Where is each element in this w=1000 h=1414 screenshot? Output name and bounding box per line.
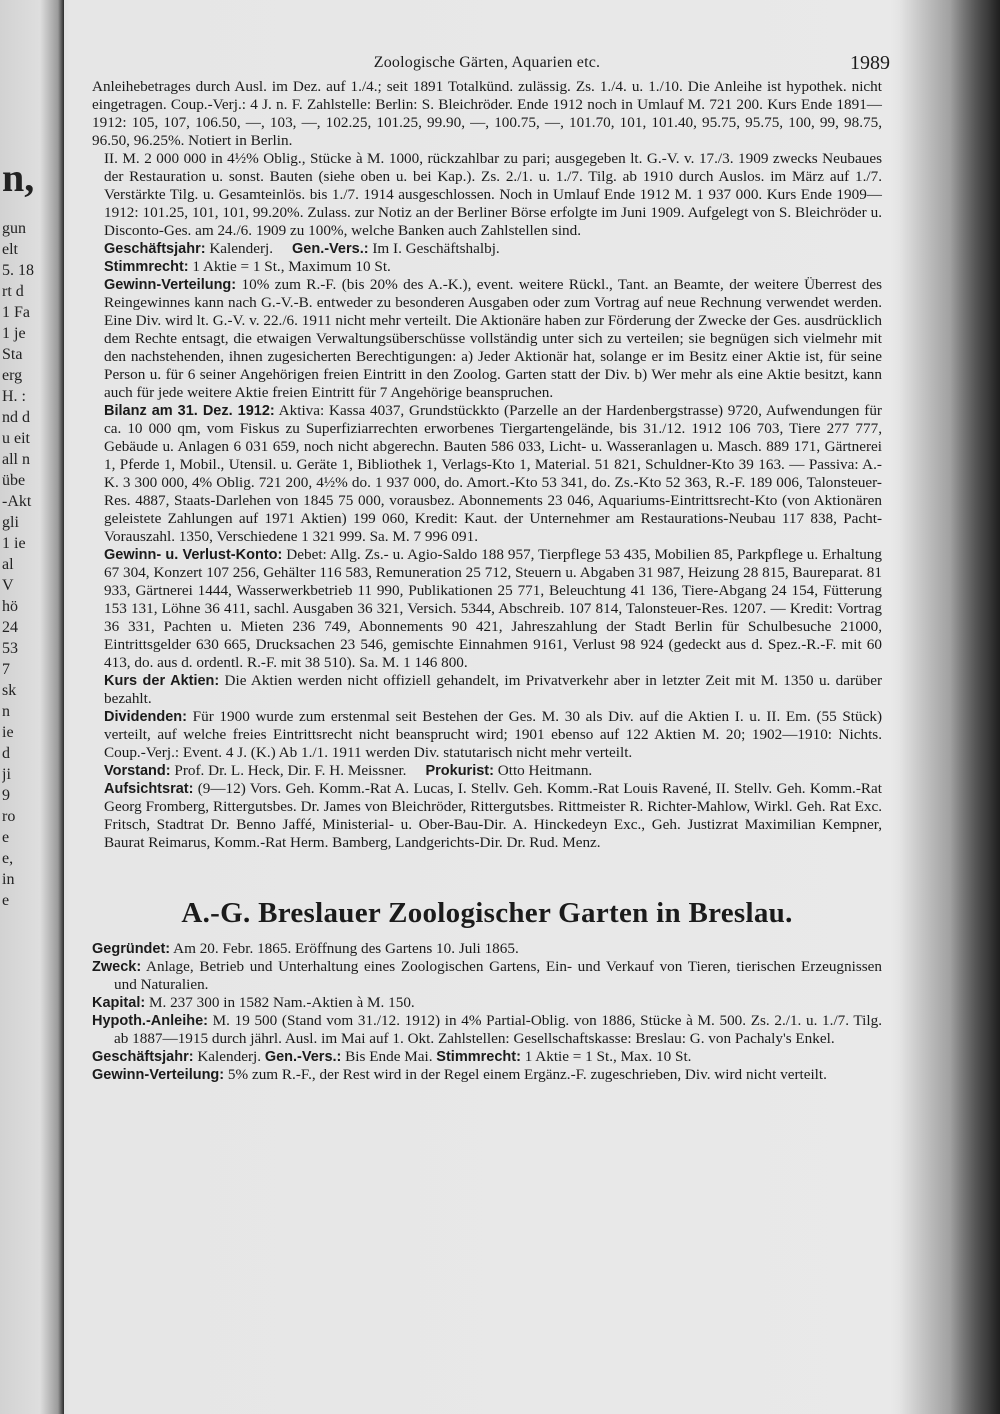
section-bilanz bbox=[92, 402, 882, 546]
section-text: 10% zum R.-F. (bis 20% des A.-K.), event. weitere Rückl., Tant. an Beamte, der weitere Überrest des Reingewinnes kann nach G.-V.-B. entweder zu besonderen Ausgaben oder zum Vortrag auf neue Rechnung verwendet werden. Eine Div. wird lt. G.-V. v. 22./6. 1911 nicht mehr verteilt. Die Aktionäre haben zur Förderung der Zwecke der Ges. ausdrücklich dem Rechte entsagt, die etwaigen Verwaltungsüberschüsse vollständig unter sich zu verteilen; sie begnügen sich vielmehr mit den nachstehenden, ihnen zugesicherten Berechtigungen: a) Jeder Aktionär hat, solange er im Besitz einer Aktie ist, für seine Person u. für 6 seiner Angehörigen freien Eintritt in den Zoolog. Garten statt der Div. b) Wer mehr als eine Aktie besitzt, kann auch für jede weitere Aktie freien Eintritt für 7 Angehörige beanspruchen. bbox=[104, 276, 883, 401]
margin-fragment: elt bbox=[2, 241, 18, 258]
entry-label: Stimmrecht: bbox=[436, 1049, 521, 1065]
margin-fragment: 5. 18 bbox=[2, 262, 34, 279]
section-text: Debet: Allg. Zs.- u. Agio-Saldo 188 957, Tierpflege 53 435, Mobilien 85, Parkpflege u. Erhaltung 67 304, Konzert 107 256, Gehälter 116 583, Remuneration 25 712, Steuern u. Abgaben 31 987, Heizung 28 815, Baureparat. 81 933, Gärtnerei 1444, Wasserwerkbetrieb 11 990, Publikationen 25 771, Beleuchtung 41 136, Tiere-Abgang 24 154, Fütterung 153 131, Löhne 36 411, sachl. Ausgaben 36 321, Versich. 5344, Abschreib. 107 814, Talonsteuer-Res. 1207. — Kredit: Vortrag 36 331, Pachten u. Mieten 236 749, Abonnements 90 421, Jahreszahlung der Stadt Berlin für Schulbesuche 21000, Eintrittsgelder 630 665, Drucksachen 23 546, gemischte Einnahmen 9161, Verlust 98 924 (gedeckt aus d. Spez.-R.-F. mit 60 413, do. aus d. ordentl. R.-F. mit 38 510). Sa. M. 1 146 800. bbox=[104, 546, 882, 671]
section-text: Kalenderj. bbox=[209, 240, 274, 257]
entry-text: Bis Ende Mai. bbox=[345, 1048, 433, 1065]
margin-fragment: ro bbox=[2, 808, 16, 825]
section-label: Gen.-Vers.: bbox=[292, 241, 369, 257]
section-vorstand bbox=[92, 762, 882, 780]
margin-fragment: 7 bbox=[2, 661, 10, 678]
margin-fragment: all n bbox=[2, 451, 30, 468]
section-text: 1 Aktie = 1 St., Maximum 10 St. bbox=[192, 258, 391, 275]
margin-fragment: al bbox=[2, 556, 14, 573]
entry-text: Am 20. Febr. 1865. Eröffnung des Gartens 10. Juli 1865. bbox=[173, 940, 519, 957]
margin-fragment: gun bbox=[2, 220, 26, 237]
section-label: Vorstand: bbox=[104, 763, 171, 779]
margin-fragment: sk bbox=[2, 682, 17, 699]
entry-text: M. 19 500 (Stand vom 31./12. 1912) in 4% Partial-Oblig. von 1886, Stücke à M. 500. Zs. 2./1. u. 1./7. Tilg. ab 1887—1915 durch jährl. Ausl. im Mai auf 1. Okt. Zahlstellen: Gesellschaftskasse: Breslau: G. von Pachaly's Enkel. bbox=[114, 1012, 883, 1047]
section-label: Geschäftsjahr: bbox=[104, 241, 206, 257]
continuation-paragraph-2: II. M. 2 000 000 in 4½% Oblig., Stücke à M. 1000, rückzahlbar zu pari; ausgegeben lt. G.-V. v. 17./3. 1909 zwecks Neubaues der Restauration u. sonst. Bauten (siehe oben u. bei Kap.). Zs. 2./1. u. 1./7. Tilg. ab 1910 durch Auslos. im März auf 1./7. Verstärkte Tilg. u. Gesamteinlös. bis 1./7. 1914 ausgeschlossen. Noch in Umlauf Ende 1912 M. 1 937 000. Kurs Ende 1909—1912: 101.25, 101, 101, 99.20%. Zulass. zur Notiz an der Berliner Börse erfolgte im Juni 1909. Aufgelegt von S. Bleichröder u. Disconto-Ges. am 24./6. 1909 zu 100%, welche Banken auch Zahlstellen sind. bbox=[104, 150, 882, 239]
entry-text: Anlage, Betrieb und Unterhaltung eines Zoologischen Gartens, Ein- und Verkauf von Tieren, tierischen Erzeugnissen und Naturalien. bbox=[114, 958, 882, 993]
section-aufsichtsrat bbox=[92, 780, 882, 852]
entry-zweck bbox=[92, 958, 882, 994]
margin-fragment: V bbox=[2, 577, 14, 594]
margin-fragment: ie bbox=[2, 724, 14, 741]
section-label: Kurs der Aktien: bbox=[104, 673, 220, 689]
margin-fragment: n, bbox=[2, 155, 35, 200]
margin-fragment: 1 Fa bbox=[2, 304, 30, 321]
continuation-paragraph-1: Anleihebetrages durch Ausl. im Dez. auf 1./4.; seit 1891 Totalkünd. zulässig. Zs. 1./4. u. 1./10. Die Anleihe ist hypothek. nicht eingetragen. Coup.-Verj.: 4 J. n. F. Zahlstelle: Berlin: S. Bleichröder. Ende 1912 noch in Umlauf M. 721 200. Kurs Ende 1891—1912: 105, 107, 106.50, —, 103, —, 102.25, 101.25, 99.90, —, 100.75, —, 101.70, 101, 101.40, 95.75, 95.75, 100, 99, 98.75, 96.50, 96.25%. Notiert in Berlin. bbox=[92, 78, 882, 149]
entry-hypoth-anleihe bbox=[92, 1012, 882, 1048]
section-text: Prof. Dr. L. Heck, Dir. F. H. Meissner. bbox=[174, 762, 407, 779]
margin-fragment: 53 bbox=[2, 640, 18, 657]
entry-text: M. 237 300 in 1582 Nam.-Aktien à M. 150. bbox=[148, 994, 415, 1011]
page-number: 1989 bbox=[850, 52, 890, 74]
margin-fragment: u eit bbox=[2, 430, 30, 447]
entry-label: Gegründet: bbox=[92, 941, 171, 957]
section-label: Dividenden: bbox=[104, 709, 187, 725]
margin-fragment: n bbox=[2, 703, 10, 720]
previous-page-edge bbox=[0, 0, 64, 1414]
company-entries bbox=[92, 940, 882, 1084]
section-label: Prokurist: bbox=[425, 763, 494, 779]
section-label: Gewinn- u. Verlust-Konto: bbox=[104, 547, 283, 563]
section-dividenden bbox=[92, 708, 882, 762]
margin-fragment: gli bbox=[2, 514, 19, 531]
section-label: Bilanz am 31. Dez. 1912: bbox=[104, 403, 275, 419]
company-title: A.-G. Breslauer Zoologischer Garten in Breslau. bbox=[181, 897, 793, 929]
margin-fragment: 24 bbox=[2, 619, 18, 636]
entry-label: Zweck: bbox=[92, 959, 142, 975]
section-label: Gewinn-Verteilung: bbox=[104, 277, 237, 293]
margin-fragment: erg bbox=[2, 367, 23, 384]
section-text: (9—12) Vors. Geh. Komm.-Rat A. Lucas, I. Stellv. Geh. Komm.-Rat Louis Ravené, II. Stellv. Geh. Komm.-Rat Georg Fromberg, Rittergutsbes. Dr. James von Bleichröder, Rittergutsbes. Rittmeister R. Richter-Mahlow, Wirkl. Geh. Rat Exc. Fritsch, Stadtrat Dr. Benno Jaffé, Ministerial- u. Ober-Bau-Dir. A. Hinckedeyn Exc., Geh. Justizrat Maximilian Kempner, Baurat Reimarus, Komm.-Rat Herm. Bamberg, Landgerichts-Dir. Dr. Rud. Menz. bbox=[104, 780, 882, 851]
margin-fragment: Sta bbox=[2, 346, 23, 363]
margin-fragment: -Akt bbox=[2, 493, 32, 510]
entry-gewinn-verteilung bbox=[92, 1066, 882, 1084]
margin-fragment: übe bbox=[2, 472, 26, 489]
section-gewinn-verlust bbox=[92, 546, 882, 672]
margin-fragment: e bbox=[2, 892, 10, 909]
running-header bbox=[92, 48, 890, 78]
margin-fragment: in bbox=[2, 871, 15, 888]
entry-label: Gen.-Vers.: bbox=[264, 1049, 342, 1065]
section-gewinn-verteilung bbox=[92, 276, 882, 402]
margin-fragment: e, bbox=[2, 850, 14, 867]
section-stimmrecht bbox=[92, 258, 882, 276]
margin-fragment: hö bbox=[2, 598, 18, 615]
margin-fragment: d bbox=[2, 745, 10, 762]
entry-label: Gewinn-Verteilung: bbox=[92, 1067, 225, 1083]
entry-label: Geschäftsjahr: bbox=[92, 1049, 194, 1065]
margin-fragment: 9 bbox=[2, 787, 10, 804]
section-kurs bbox=[92, 672, 882, 708]
margin-fragment: e bbox=[2, 829, 10, 846]
section-text: Im I. Geschäftshalbj. bbox=[372, 240, 500, 257]
margin-fragment: 1 je bbox=[2, 325, 26, 342]
margin-fragment: 1 ie bbox=[2, 535, 26, 552]
entry-label: Hypoth.-Anleihe: bbox=[92, 1013, 208, 1029]
entry-gegruendet bbox=[92, 940, 882, 958]
entry-text: Kalenderj. bbox=[197, 1048, 262, 1065]
section-label: Stimmrecht: bbox=[104, 259, 189, 275]
previous-page-fragments bbox=[2, 150, 62, 911]
entry-geschaeftsjahr bbox=[92, 1048, 882, 1066]
page-content bbox=[92, 48, 890, 1084]
margin-fragment: nd d bbox=[2, 409, 30, 426]
section-geschaeftsjahr bbox=[92, 240, 882, 258]
section-text: Aktiva: Kassa 4037, Grundstückkto (Parzelle an der Hardenbergstrasse) 9720, Aufwendungen für ca. 10 000 qm, vom Fiskus zu Superfiziarrechten erworbenes Tiergartengelände, bis 31./12. 1912 106 703, Tiere 277 777, Gebäude u. Anlagen 6 031 659, noch nicht abgerechn. Bauten 586 033, Licht- u. Wasseranlagen u. Masch. 889 171, Gärtnerei 1, Pferde 1, Mobil., Utensil. u. Geräte 1, Bibliothek 1, Verlags-Kto 1, Material. 51 821, Schuldner-Kto 39 163. — Passiva: A.-K. 3 300 000, 4% Oblig. 721 200, 4½% do. 1 937 000, do. Amort.-Kto 53 341, do. Zs.-Kto 52 363, R.-F. 189 006, Talonsteuer-Res. 4887, Staats-Darlehen von 1845 75 000, vorausbez. Abonnements 23 046, Aquariums-Eintrittsrecht-Kto (von Aktionären geleistete Zahlungen auf 1971 Aktien) 199 060, Kredit: Kaut. der Unternehmer am Restaurations-Neubau 117 838, Pacht-Vorauszahl. 1350, Verschiedene 1 321 999. Sa. M. 7 996 091. bbox=[104, 402, 882, 545]
entry-kapital bbox=[92, 994, 882, 1012]
section-text: Die Aktien werden nicht offiziell gehandelt, im Privatverkehr aber in letzter Zeit mit M. 1350 u. darüber bezahlt. bbox=[104, 672, 882, 707]
margin-fragment: ji bbox=[2, 766, 11, 783]
entry-text: 5% zum R.-F., der Rest wird in der Regel einem Ergänz.-F. zugeschrieben, Div. wird nicht verteilt. bbox=[227, 1066, 827, 1083]
binding-shadow bbox=[890, 0, 1000, 1414]
section-text: Otto Heitmann. bbox=[497, 762, 593, 779]
margin-fragment: H. : bbox=[2, 388, 26, 405]
margin-fragment: rt d bbox=[2, 283, 24, 300]
running-title: Zoologische Gärten, Aquarien etc. bbox=[373, 54, 601, 71]
entry-label: Kapital: bbox=[92, 995, 146, 1011]
section-text: Für 1900 wurde zum erstenmal seit Bestehen der Ges. M. 30 als Div. auf die Aktien I. u. II. Em. (55 Stück) verteilt, auf welche freies Eintrittsrecht nicht beansprucht wird; 1901 ebenso auf 122 Aktien M. 20; 1902—1910: Nichts. Coup.-Verj.: Event. 4 J. (K.) Ab 1./1. 1911 werden Div. statutarisch nicht mehr verteilt. bbox=[104, 708, 882, 761]
entry-text: 1 Aktie = 1 St., Max. 10 St. bbox=[524, 1048, 692, 1065]
section-label: Aufsichtsrat: bbox=[104, 781, 194, 797]
